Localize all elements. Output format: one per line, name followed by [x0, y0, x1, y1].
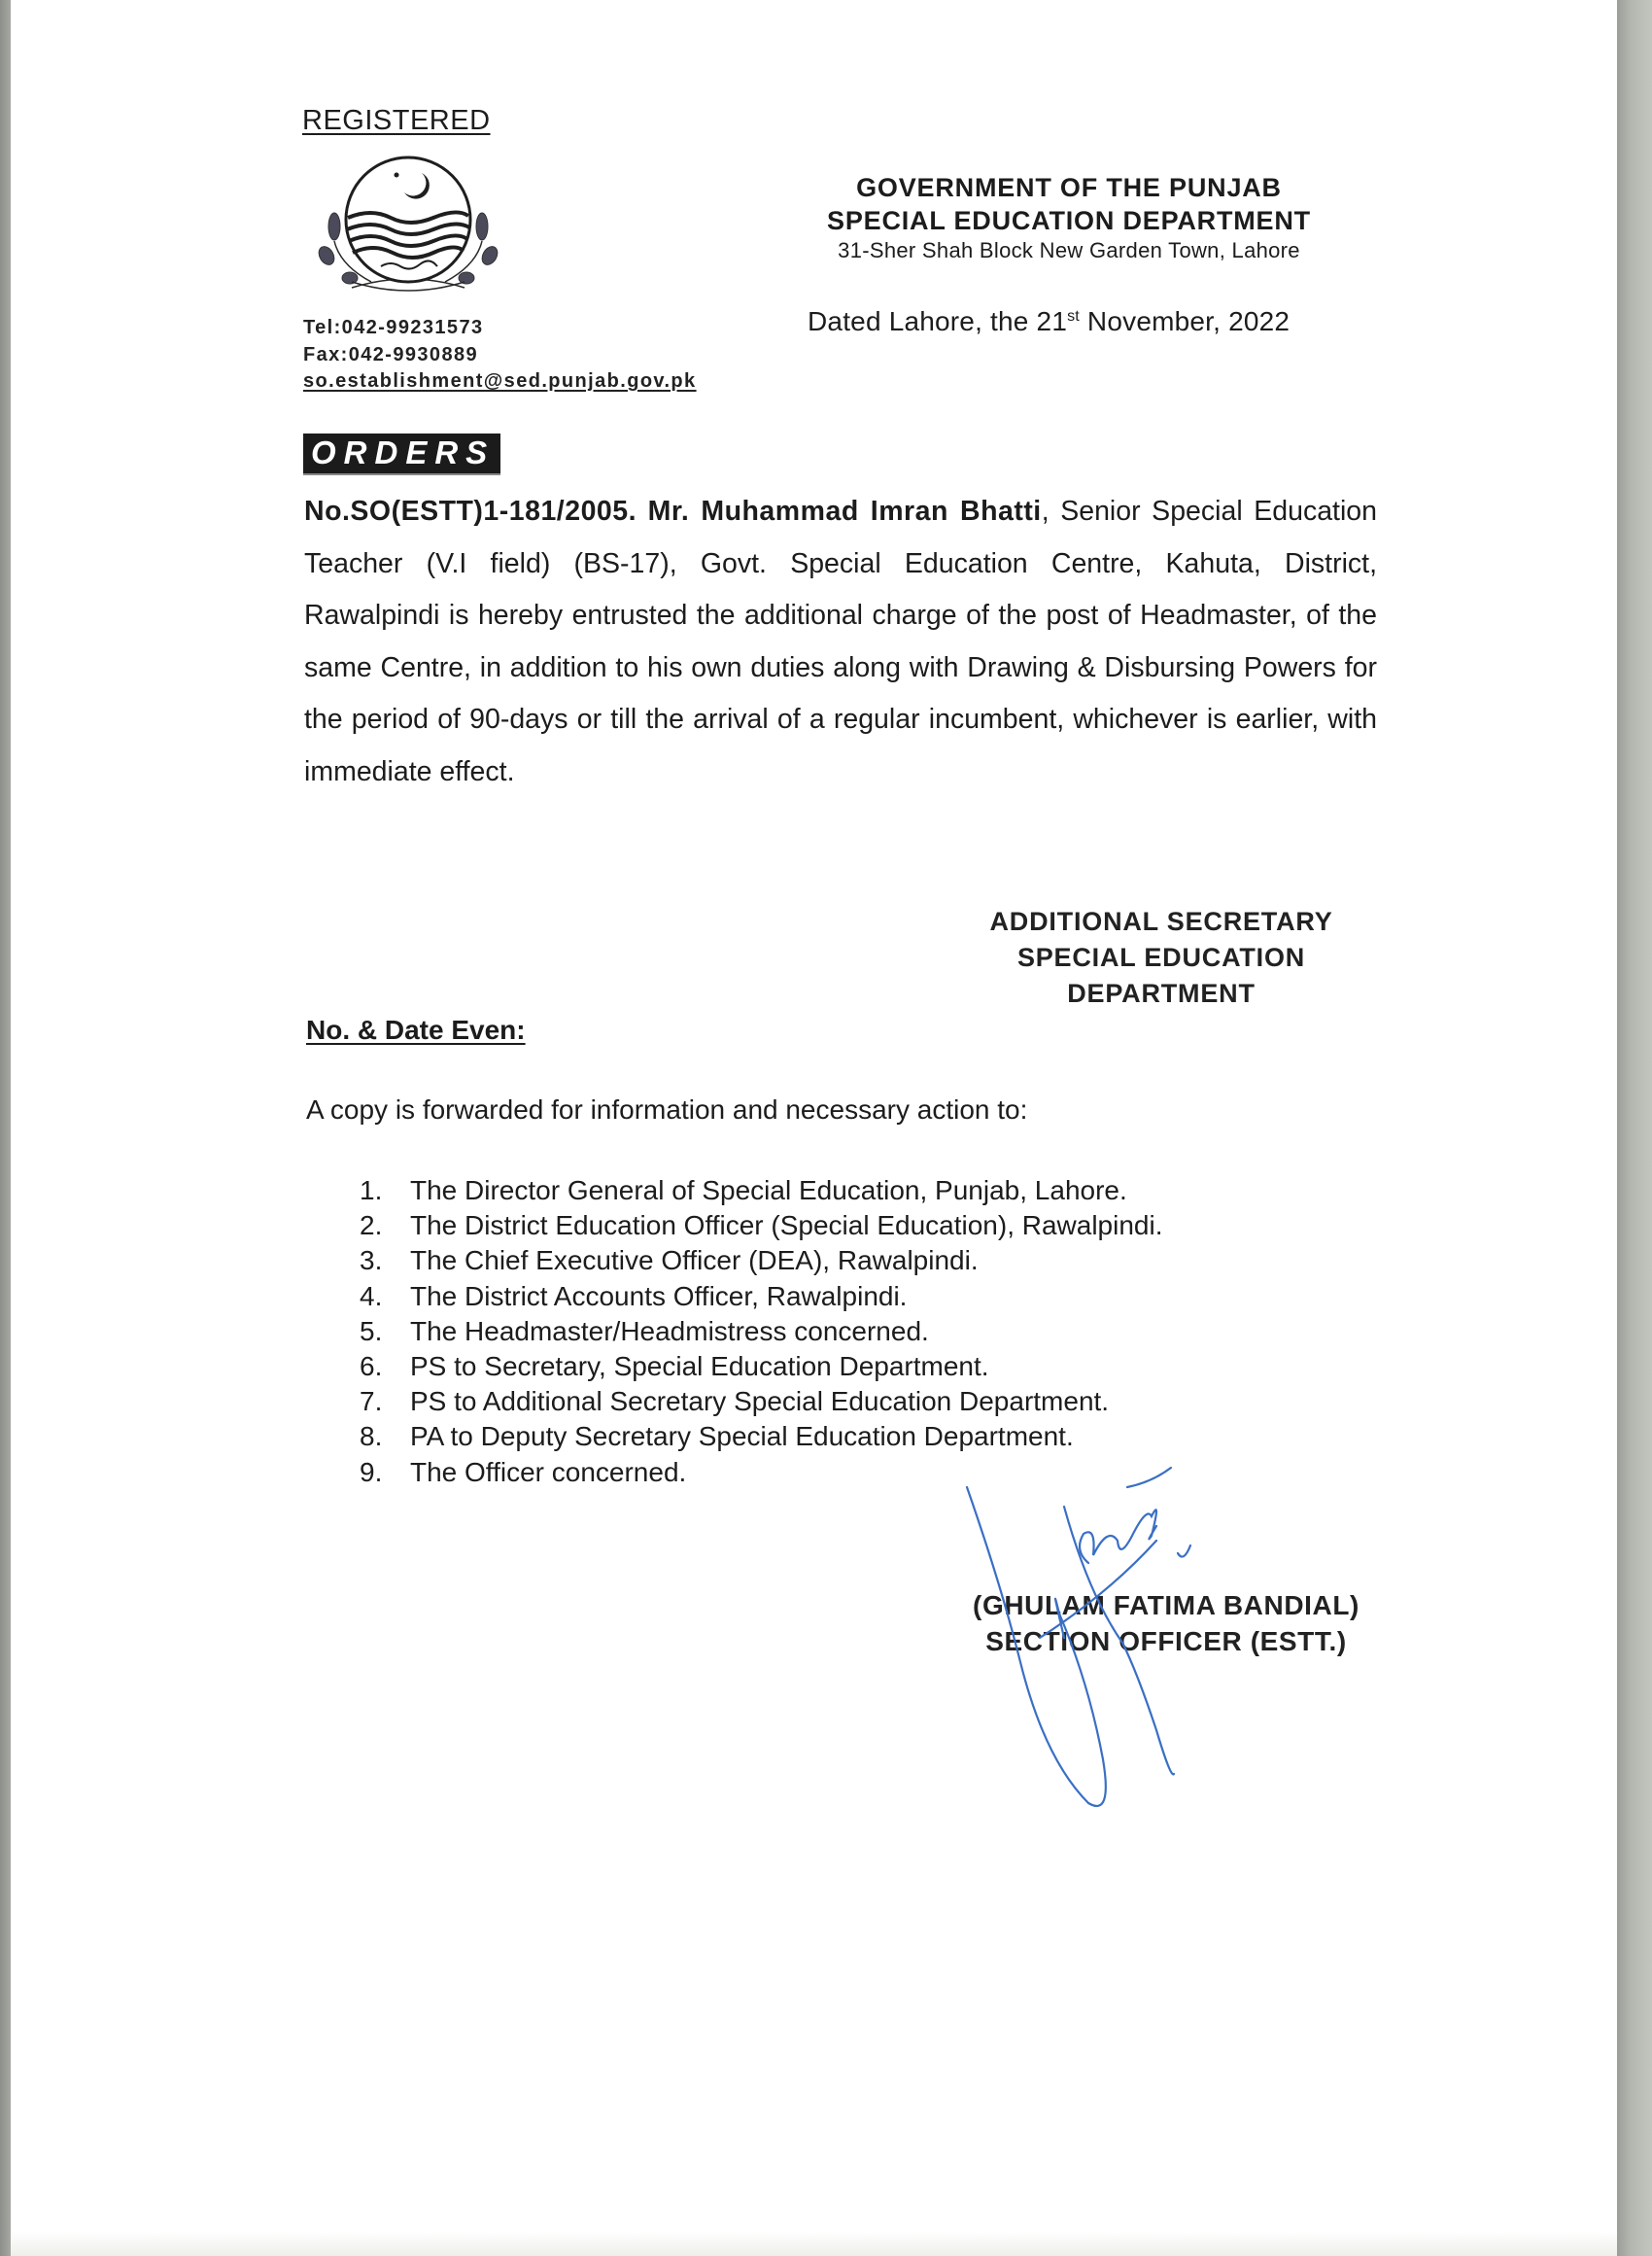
list-item: 6. PS to Secretary, Special Education Department. — [360, 1351, 989, 1382]
scan-border-left — [0, 0, 11, 2256]
list-item: 2. The District Education Officer (Special Education), Rawalpindi. — [360, 1210, 1163, 1241]
fax-number: Fax:042-9930889 — [303, 344, 479, 365]
order-reference: No.SO(ESTT)1-181/2005. — [304, 496, 637, 527]
signatory-name: (GHULAM FATIMA BANDIAL) — [973, 1590, 1359, 1620]
scan-border-bottom — [11, 2232, 1617, 2256]
recipient-list — [360, 1173, 1163, 1490]
scan-border-right — [1617, 0, 1652, 2256]
handwritten-signature-icon — [952, 1448, 1263, 1827]
dated-line: Dated Lahore, the 21st November, 2022 — [808, 306, 1291, 336]
department-address: 31-Sher Shah Block New Garden Town, Lahore — [838, 238, 1300, 262]
order-body — [304, 486, 1377, 798]
list-item: 9. The Officer concerned. — [360, 1456, 687, 1487]
letterhead-heading — [768, 171, 1370, 264]
issuer-designation: ADDITIONAL SECRETARY SPECIAL EDUCATION DEPARTMENT — [989, 907, 1333, 1008]
order-text: , Senior Special Education Teacher (V.I field) (BS-17), Govt. Special Education Centre, Kahuta, District, Rawalpindi is hereby entrusted the additional charge of the post of Headmaster, of the same Centre, in addition to his own duties along with Drawing & Disbursing Powers for the period of 90-days or till the arrival of a regular incumbent, whichever is earlier, with immediate effect. — [304, 496, 1377, 787]
government-title: GOVERNMENT OF THE PUNJAB — [856, 173, 1282, 202]
list-item: 1. The Director General of Special Education, Punjab, Lahore. — [360, 1175, 1127, 1205]
no-date-even-heading: No. & Date Even: — [306, 1015, 526, 1045]
department-title: SPECIAL EDUCATION DEPARTMENT — [827, 206, 1311, 235]
orders-heading: ORDERS — [303, 434, 500, 475]
officer-name: Mr. Muhammad Imran Bhatti — [647, 496, 1042, 527]
punjab-emblem-icon — [313, 154, 503, 301]
forward-intro: A copy is forwarded for information and necessary action to: — [306, 1094, 1028, 1125]
registered-label: REGISTERED — [302, 105, 491, 136]
telephone-number: Tel:042-99231573 — [303, 317, 484, 338]
list-item: 4. The District Accounts Officer, Rawalpindi. — [360, 1280, 908, 1311]
list-item: 7. PS to Additional Secretary Special Education Department. — [360, 1386, 1110, 1417]
list-item: 5. The Headmaster/Headmistress concerned. — [360, 1315, 929, 1346]
list-item: 8. PA to Deputy Secretary Special Education Department. — [360, 1421, 1074, 1452]
signatory-title: SECTION OFFICER (ESTT.) — [985, 1626, 1347, 1656]
email-link[interactable]: so.establishment@sed.punjab.gov.pk — [303, 370, 697, 392]
list-item: 3. The Chief Executive Officer (DEA), Rawalpindi. — [360, 1245, 979, 1276]
